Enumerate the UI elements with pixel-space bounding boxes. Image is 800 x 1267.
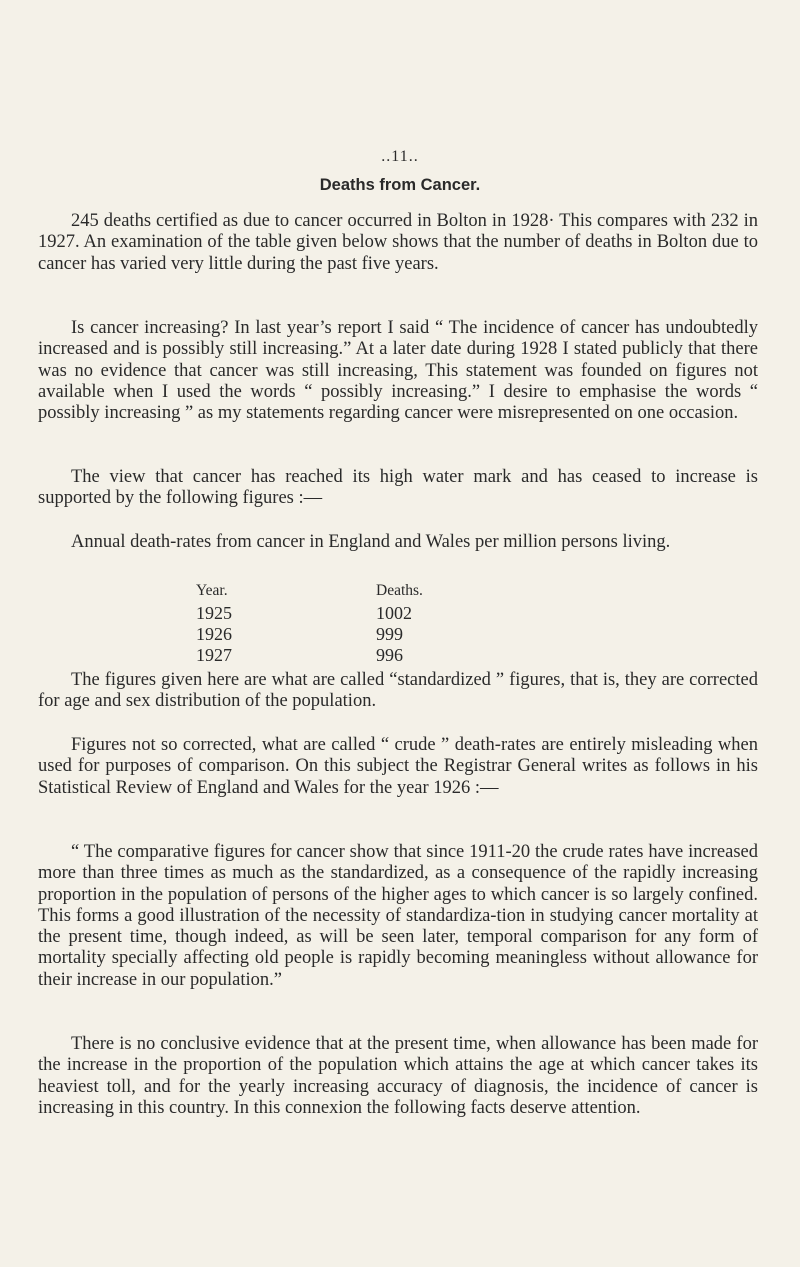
table-cell-deaths: 1002 (376, 603, 412, 623)
paragraph-deaths-summary (38, 211, 758, 275)
paragraph-high-water-mark (38, 467, 758, 510)
table-cell-deaths: 999 (376, 624, 403, 644)
table-header-deaths: Deaths. (376, 582, 423, 599)
table-cell-year: 1925 (196, 603, 232, 623)
paragraph-text: Annual death-rates from cancer in England and Wales per million persons living. (71, 532, 671, 552)
table-row (190, 603, 540, 624)
table-header-row (190, 582, 540, 603)
paragraph-text: There is no conclusive evidence that at the present time, when allowance has been made for the increase in the proportion of the population which attains the age at which cancer takes its heaviest toll, and for the yearly increasing accuracy of diagnosis, the incidence of cancer is increasing in this country. In this connexion the following facts deserve attention. (38, 1034, 758, 1118)
table-row (190, 624, 540, 645)
paragraph-text: “ The comparative figures for cancer show that since 1911-20 the crude rates have increased more than three times as much as the standardized, as a consequence of the rapidly increasing proportion in the population of persons of the higher ages to which cancer is so largely confined. This forms a good illustration of the necessity of standardiza-tion in studying cancer mortality at the present time, though indeed, as will be seen later, temporal comparison for any form of mortality specially affecting old people is rapidly becoming meaningless without allowance for their increase in our population.” (38, 842, 758, 990)
paragraph-text: The view that cancer has reached its high water mark and has ceased to increase is supported by the following figures :— (38, 467, 758, 509)
paragraph-text: Figures not so corrected, what are called “ crude ” death-rates are entirely misleading when used for purposes of comparison. On this subject the Registrar General writes as follows in his Statistical Review of England and Wales for the year 1926 :— (38, 735, 758, 798)
table-cell-year: 1926 (196, 624, 232, 644)
section-heading: Deaths from Cancer. (319, 176, 481, 194)
paragraph-text: Is cancer increasing? In last year’s report I said “ The incidence of cancer has undoubtedly increased and is possibly still increasing.” At a later date during 1928 I stated publicly that there was no evidence that cancer was still increasing, This statement was founded on figures not available when I used the words “ possibly increasing.” I desire to emphasise the words “ possibly increasing ” as my statements regarding cancer were misrepresented on one occasion. (38, 318, 758, 424)
death-rates-table (190, 582, 540, 666)
page-number: ..11.. (381, 148, 419, 165)
paragraph-conclusion (38, 1034, 758, 1119)
paragraph-text: The figures given here are what are called “standardized ” figures, that is, they are corrected for age and sex distribution of the population. (38, 670, 758, 712)
table-header-year: Year. (196, 582, 228, 599)
paragraph-is-cancer-increasing (38, 318, 758, 424)
table-cell-deaths: 996 (376, 645, 403, 665)
paragraph-crude-rates (38, 735, 758, 799)
table-cell-year: 1927 (196, 645, 232, 665)
paragraph-table-caption (38, 532, 758, 553)
paragraph-text: 245 deaths certified as due to cancer occurred in Bolton in 1928· This compares with 232 in 1927. An examination of the table given below shows that the number of deaths in Bolton due to cancer has varied very little during the past five years. (38, 211, 758, 274)
table-row (190, 645, 540, 666)
paragraph-registrar-quote (38, 842, 758, 991)
paragraph-standardized-figures (38, 670, 758, 713)
